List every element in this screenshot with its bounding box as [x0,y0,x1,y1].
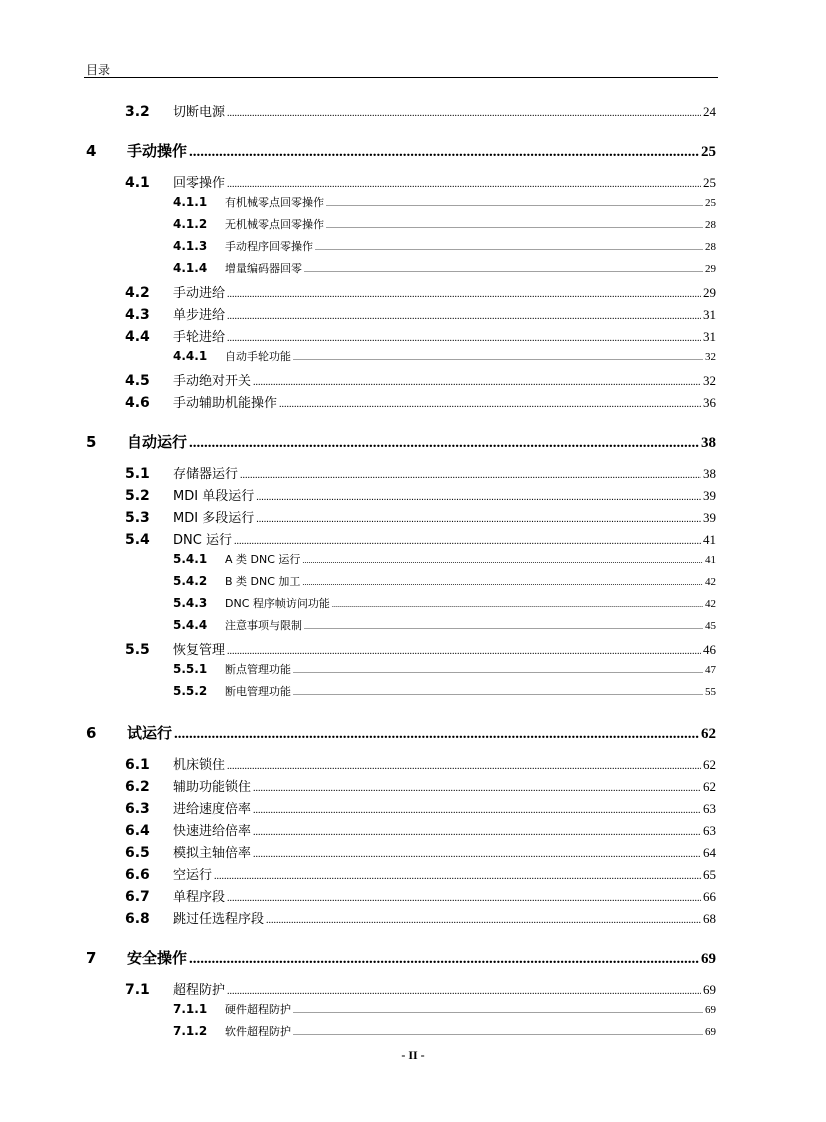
toc-entry-page: 25 [705,197,716,209]
toc-entry[interactable] [125,908,716,927]
toc-entry-title: MDI 多段运行 [173,511,255,526]
toc-entry-page: 32 [703,373,716,388]
toc-entry-number: 6.2 [125,779,150,795]
toc-leader-dots [253,783,701,794]
toc-entry[interactable] [125,979,716,998]
toc-entry-page: 65 [703,867,716,882]
toc-entry-number: 6.6 [125,867,150,883]
toc-entry-title: 切断电源 [173,105,226,120]
toc-entry-page: 29 [703,285,716,300]
toc-entry-title: 单步进给 [173,308,226,323]
toc-entry-title: 自动手轮功能 [225,350,291,363]
toc-entry[interactable] [125,820,716,839]
toc-entry[interactable] [173,661,716,677]
toc-entry-title: 软件超程防护 [225,1025,291,1038]
toc-entry-title: 硬件超程防护 [225,1003,291,1016]
toc-leader-dots [302,578,703,587]
toc-leader-dots [189,951,699,968]
toc-leader-dots [214,871,701,882]
toc-leader-dots [293,688,703,697]
toc-entry-number: 6 [86,724,97,742]
toc-entry[interactable] [125,101,716,120]
toc-entry-title: 手轮进给 [173,330,226,345]
toc-entry-page: 62 [701,726,716,742]
toc-entry-number: 4.4.1 [173,349,208,363]
toc-entry-number: 5.5.2 [173,684,208,698]
toc-entry[interactable] [173,216,716,232]
toc-leader-dots [302,556,703,565]
toc-entry-title: 快速进给倍率 [173,824,252,839]
toc-entry-title: 单程序段 [173,890,226,905]
toc-entry-page: 25 [701,144,716,160]
toc-leader-dots [240,470,701,481]
toc-leader-dots [227,179,701,190]
toc-entry[interactable] [173,1023,716,1039]
toc-entry[interactable] [125,754,716,773]
toc-entry-title: DNC 程序帧访问功能 [225,597,330,610]
toc-entry[interactable] [173,551,716,567]
toc-entry-number: 4.1.2 [173,217,208,231]
toc-entry[interactable] [125,172,716,191]
toc-entry-page: 69 [701,951,716,967]
toc-entry-page: 32 [705,351,716,363]
toc-entry-number: 4.2 [125,285,150,301]
toc-leader-dots [304,265,703,274]
toc-entry[interactable] [125,485,716,504]
toc-entry-title: 回零操作 [173,176,226,191]
toc-leader-dots [234,536,701,547]
toc-entry-number: 5.4.3 [173,596,208,610]
toc-leader-dots [256,492,701,503]
toc-entry-number: 5.2 [125,488,150,504]
toc-entry-number: 4.3 [125,307,150,323]
header-rule [84,77,718,78]
toc-entry-number: 6.7 [125,889,150,905]
toc-entry-number: 4.1.4 [173,261,208,275]
toc-entry-title: MDI 单段运行 [173,489,255,504]
toc-entry[interactable] [125,370,716,389]
toc-leader-dots [326,221,703,230]
toc-entry-title: A 类 DNC 运行 [225,553,301,566]
toc-entry[interactable] [125,842,716,861]
toc-entry[interactable] [173,617,716,633]
toc-entry-page: 41 [703,532,716,547]
toc-entry-page: 62 [703,757,716,772]
toc-leader-dots [315,243,703,252]
toc-entry-title: 试运行 [127,724,173,742]
toc-entry-number: 5.4.2 [173,574,208,588]
toc-entry-page: 39 [703,488,716,503]
toc-entry[interactable] [125,886,716,905]
toc-entry-number: 5.3 [125,510,150,526]
toc-entry-title: 进给速度倍率 [173,802,252,817]
toc-entry-title: 手动进给 [173,286,226,301]
toc-entry-page: 64 [703,845,716,860]
toc-entry-number: 7.1.2 [173,1024,208,1038]
toc-entry-page: 63 [703,823,716,838]
toc-leader-dots [293,1006,703,1015]
toc-entry-title: 模拟主轴倍率 [173,846,252,861]
toc-entry-title: 跳过任选程序段 [173,912,265,927]
toc-leader-dots [293,1028,703,1037]
toc-entry-title: 手动操作 [127,142,188,160]
toc-entry[interactable] [86,431,716,452]
page-header-title: 目录 [86,63,111,77]
toc-leader-dots [326,199,703,208]
toc-leader-dots [189,144,699,161]
toc-entry-number: 5.5.1 [173,662,208,676]
toc-entry[interactable] [125,463,716,482]
toc-entry-number: 4.6 [125,395,150,411]
toc-leader-dots [227,893,701,904]
toc-entry-page: 45 [705,620,716,632]
toc-entry[interactable] [86,140,716,161]
toc-entry-page: 38 [701,435,716,451]
toc-leader-dots [332,600,703,609]
toc-entry-title: 断点管理功能 [225,663,291,676]
toc-entry-page: 69 [705,1004,716,1016]
toc-entry-number: 6.4 [125,823,150,839]
toc-entry-number: 5.1 [125,466,150,482]
toc-entry[interactable] [173,194,716,210]
toc-entry-page: 69 [705,1026,716,1038]
toc-leader-dots [293,353,703,362]
toc-entry-number: 5.4.1 [173,552,208,566]
toc-entry-title: 无机械零点回零操作 [225,218,324,231]
toc-leader-dots [227,986,701,997]
toc-entry-number: 4 [86,142,97,160]
toc-entry[interactable] [173,260,716,276]
toc-entry-title: 安全操作 [127,949,188,967]
toc-leader-dots [293,666,703,675]
toc-entry-page: 62 [703,779,716,794]
toc-entry[interactable] [86,722,716,743]
toc-entry[interactable] [125,304,716,323]
toc-entry[interactable] [125,639,716,658]
toc-entry-page: 55 [705,686,716,698]
toc-entry[interactable] [125,798,716,817]
toc-entry-title: 手动程序回零操作 [225,240,313,253]
toc-entry-page: 42 [705,576,716,588]
toc-entry-number: 4.1.1 [173,195,208,209]
toc-entry[interactable] [173,573,716,589]
toc-entry-title: DNC 运行 [173,533,232,548]
toc-entry-title: 手动辅助机能操作 [173,396,278,411]
toc-entry-page: 38 [703,466,716,481]
toc-leader-dots [227,761,701,772]
toc-leader-dots [253,377,701,388]
toc-entry-number: 4.1 [125,175,150,191]
toc-entry-page: 39 [703,510,716,525]
page-number: - II - [401,1048,425,1062]
toc-entry-page: 66 [703,889,716,904]
toc-entry-number: 5.5 [125,642,150,658]
toc-entry-title: 空运行 [173,868,213,883]
toc-leader-dots [253,849,701,860]
toc-entry-page: 31 [703,307,716,322]
toc-entry-page: 36 [703,395,716,410]
toc-entry-title: 注意事项与限制 [225,619,302,632]
toc-entry-page: 31 [703,329,716,344]
toc-leader-dots [189,435,699,452]
toc-entry-page: 68 [703,911,716,926]
toc-leader-dots [304,622,703,631]
toc-entry[interactable] [173,683,716,699]
toc-entry-title: 自动运行 [127,433,188,451]
toc-entry[interactable] [125,507,716,526]
toc-entry-title: 辅助功能锁住 [173,780,252,795]
toc-entry-page: 41 [705,554,716,566]
toc-entry-title: 增量编码器回零 [225,262,302,275]
toc-leader-dots [253,805,701,816]
toc-entry-number: 5.4.4 [173,618,208,632]
toc-entry-number: 7 [86,949,97,967]
toc-entry-page: 63 [703,801,716,816]
toc-entry-number: 3.2 [125,104,150,120]
toc-entry-title: 恢复管理 [173,643,226,658]
toc-entry-page: 42 [705,598,716,610]
toc-entry[interactable] [125,326,716,345]
toc-entry[interactable] [125,392,716,411]
toc-entry[interactable] [125,776,716,795]
toc-leader-dots [266,915,701,926]
toc-entry-title: 超程防护 [173,983,226,998]
toc-entry-title: 断电管理功能 [225,685,291,698]
toc-entry[interactable] [173,595,716,611]
toc-entry-number: 7.1 [125,982,150,998]
toc-entry-title: 手动绝对开关 [173,374,252,389]
toc-entry-page: 69 [703,982,716,997]
toc-leader-dots [227,311,701,322]
toc-entry-number: 4.4 [125,329,150,345]
toc-entry-title: B 类 DNC 加工 [225,575,301,588]
toc-leader-dots [174,726,699,743]
toc-entry[interactable] [125,864,716,883]
toc-entry[interactable] [86,947,716,968]
toc-entry-page: 28 [705,219,716,231]
toc-entry-number: 6.1 [125,757,150,773]
toc-entry-title: 存储器运行 [173,467,239,482]
toc-entry-page: 28 [705,241,716,253]
toc-entry-title: 有机械零点回零操作 [225,196,324,209]
toc-entry-title: 机床锁住 [173,758,226,773]
toc-entry-number: 4.5 [125,373,150,389]
toc-leader-dots [227,289,701,300]
toc-entry-page: 25 [703,175,716,190]
toc-leader-dots [227,333,701,344]
toc-entry[interactable] [173,238,716,254]
toc-leader-dots [256,514,701,525]
toc-entry-number: 6.3 [125,801,150,817]
toc-entry-number: 6.5 [125,845,150,861]
toc-entry-page: 29 [705,263,716,275]
toc-leader-dots [279,399,701,410]
toc-entry[interactable] [125,282,716,301]
toc-entry-number: 7.1.1 [173,1002,208,1016]
toc-entry-number: 5 [86,433,97,451]
toc-entry-page: 24 [703,104,716,119]
toc-entry-number: 6.8 [125,911,150,927]
toc-entry[interactable] [173,348,716,364]
toc-leader-dots [227,108,701,119]
toc-entry-page: 47 [705,664,716,676]
toc-entry[interactable] [173,1001,716,1017]
toc-entry-number: 5.4 [125,532,150,548]
toc-leader-dots [253,827,701,838]
toc-entry-page: 46 [703,642,716,657]
toc-leader-dots [227,646,701,657]
toc-entry-number: 4.1.3 [173,239,208,253]
toc-entry[interactable] [125,529,716,548]
